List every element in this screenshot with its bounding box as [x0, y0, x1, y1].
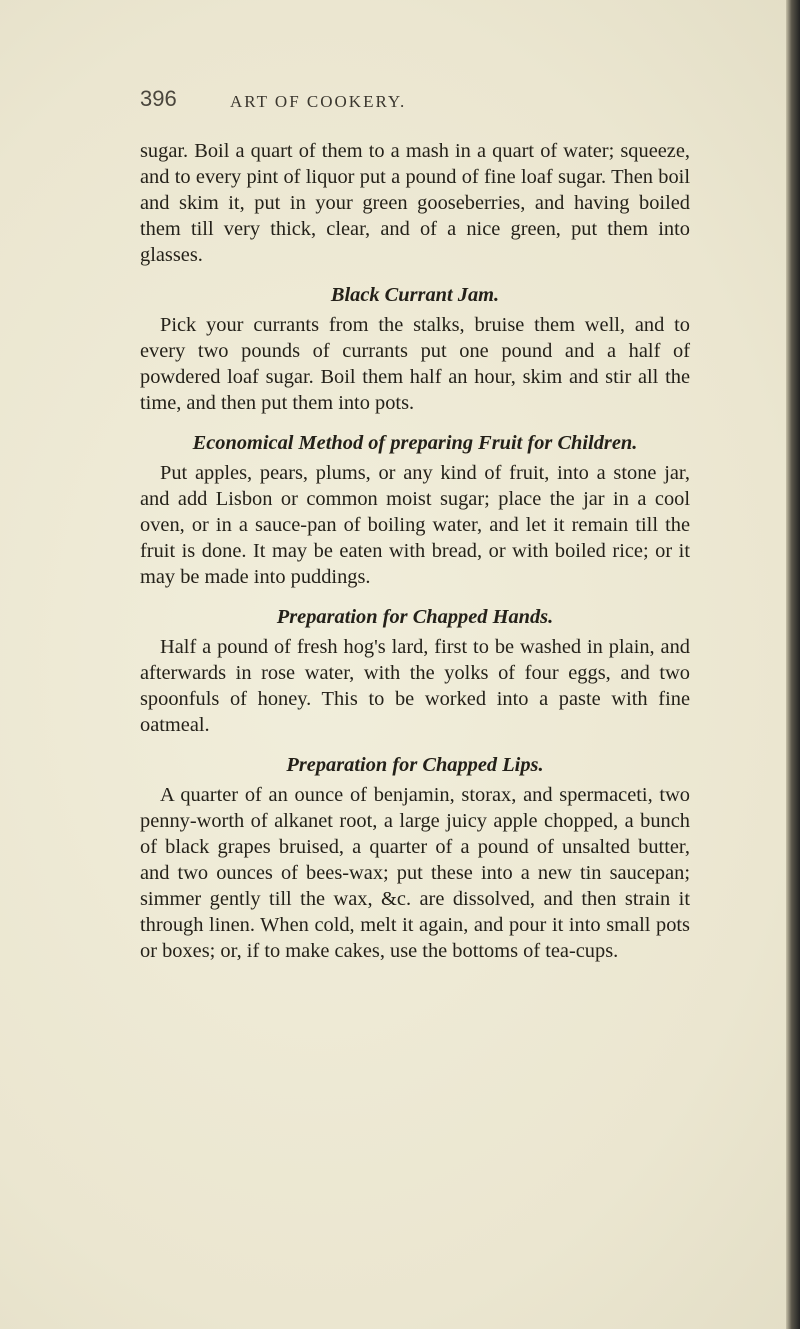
- black-currant-heading: Black Currant Jam.: [330, 284, 500, 306]
- page-number: 396: [140, 86, 177, 111]
- chapped-hands-body: Half a pound of fresh hog's lard, first to be washed in plain, and afterwards in rose water, with the yolks of four eggs, and two spoonfuls of honey. This to be worked into a paste with fine oatmeal.: [140, 636, 690, 736]
- chapped-lips-body: A quarter of an ounce of benjamin, storax, and spermaceti, two penny-worth of alkanet root, a large juicy apple chopped, a bunch of black grapes bruised, a quarter of a pound of unsalted butter, and two ounces of bees-wax; put these into a new tin saucepan; simmer gently till the wax, &c. are dissolved, and then strain it through linen. When cold, melt it again, and pour it into small pots or boxes; or, if to make cakes, use the bottoms of tea-cups.: [140, 784, 690, 962]
- fruit-children-body: Put apples, pears, plums, or any kind of fruit, into a stone jar, and add Lisbon or common moist sugar; place the jar in a cool oven, or in a sauce-pan of boiling water, and let it remain till the fruit is done. It may be eaten with bread, or with boiled rice; or it may be made into puddings.: [140, 462, 690, 588]
- black-currant-body: Pick your currants from the stalks, bruise them well, and to every two pounds of currants put one pound and a half of powdered loaf sugar. Boil them half an hour, skim and stir all the time, and then put them into pots.: [140, 314, 690, 414]
- page-header: [140, 86, 700, 122]
- chapped-lips-heading: Preparation for Chapped Lips.: [286, 754, 544, 776]
- chapped-hands-heading: Preparation for Chapped Hands.: [276, 606, 554, 628]
- page-spine-edge: [786, 0, 800, 1329]
- page-body: [140, 138, 690, 964]
- fruit-children-heading: Economical Method of preparing Fruit for Children.: [192, 432, 638, 454]
- intro-paragraph: sugar. Boil a quart of them to a mash in a quart of water; squeeze, and to every pint of liquor put a pound of fine loaf sugar. Then boil and skim it, put in your green gooseberries, and having boiled them till very thick, clear, and of a nice green, put them into glasses.: [140, 140, 690, 266]
- running-head: ART OF COOKERY.: [230, 92, 407, 111]
